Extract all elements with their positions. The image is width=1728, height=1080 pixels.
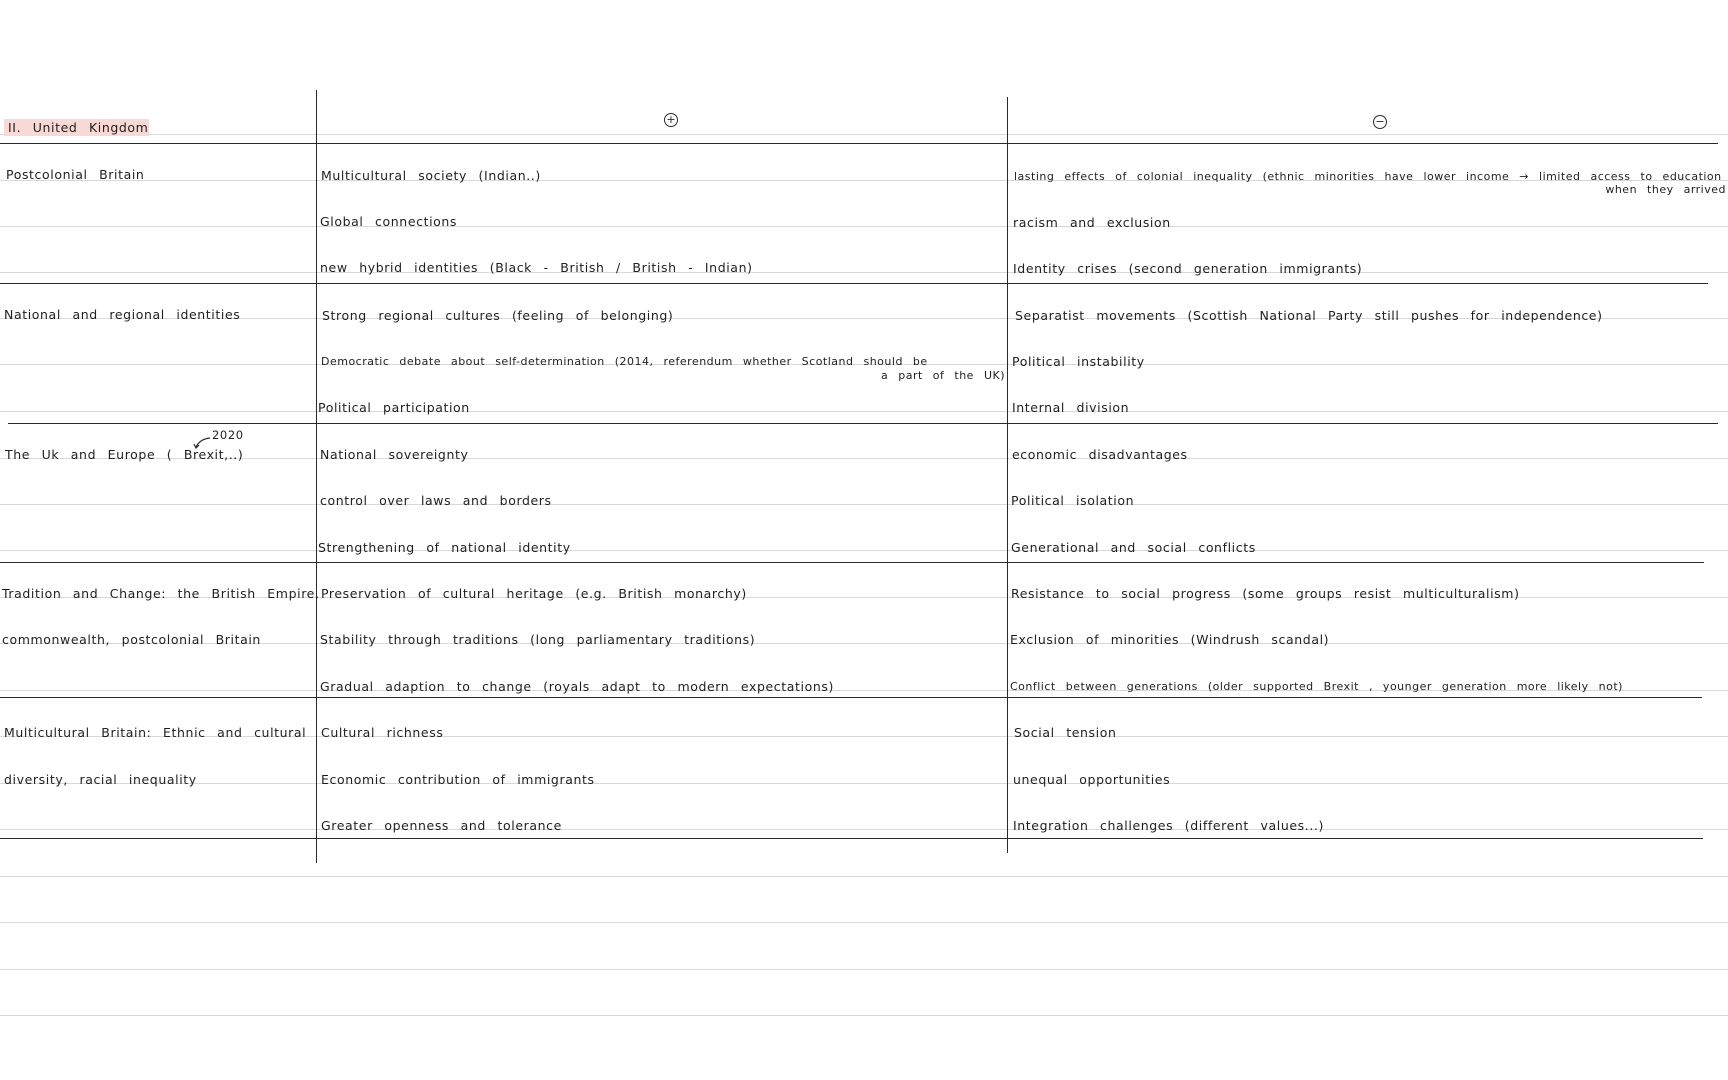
header-divider [0,143,1718,144]
pro-item: Preservation of cultural heritage (e.g. British monarchy) [321,586,747,601]
column-divider [1007,97,1008,853]
con-item: Political instability [1012,354,1145,369]
year-annotation: 2020 [212,428,244,442]
con-item: Conflict between generations (older supported Brexit , younger generation more likely not) [1010,680,1623,693]
ruled-line [0,411,1728,412]
con-item: Integration challenges (different values...) [1013,818,1324,833]
con-item: lasting effects of colonial inequality (ethnic minorities have lower income → limited access to education [1014,170,1722,183]
pro-item: Political participation [318,400,470,415]
con-item-continuation: when they arrived [1605,183,1726,196]
ruled-line [0,550,1728,551]
row-topic: The Uk and Europe ( Brexit,..) [5,447,244,462]
con-item: Identity crises (second generation immigrants) [1013,261,1363,276]
row-divider [0,562,1704,563]
row-topic: Multicultural Britain: Ethnic and cultural [4,725,307,740]
ruled-line [0,969,1728,970]
row-divider [8,423,1718,424]
pro-item: Gradual adaption to change (royals adapt to modern expectations) [320,679,834,694]
row-divider [0,838,1703,839]
ruled-line [0,1015,1728,1016]
ruled-line [0,876,1728,877]
pro-item: Multicultural society (Indian..) [321,168,541,183]
pro-item: Economic contribution of immigrants [321,772,595,787]
con-item: Separatist movements (Scottish National Party still pushes for independence) [1015,308,1603,323]
ruled-line [0,922,1728,923]
pro-item: Democratic debate about self-determination (2014, referendum whether Scotland should be [321,355,928,368]
con-item: economic disadvantages [1012,447,1188,462]
pro-item: control over laws and borders [320,493,552,508]
pro-item: National sovereignty [320,447,469,462]
row-topic-continuation: diversity, racial inequality [4,772,197,787]
pro-item-continuation: a part of the UK) [881,369,1005,382]
pro-item: Strengthening of national identity [318,540,571,555]
row-topic: National and regional identities [4,307,241,322]
ruled-line [0,272,1728,273]
con-item: unequal opportunities [1013,772,1171,787]
pro-item: new hybrid identities (Black - British / British - Indian) [320,260,753,275]
row-topic: Postcolonial Britain [6,167,145,182]
pro-item: Global connections [320,214,458,229]
plus-circle-icon: + [664,113,678,127]
ruled-line [0,504,1728,505]
con-item: Internal division [1012,400,1130,415]
row-topic: Tradition and Change: the British Empire, [2,586,320,601]
con-item: Political isolation [1011,493,1135,508]
pro-item: Greater openness and tolerance [321,818,562,833]
con-item: Resistance to social progress (some groups resist multiculturalism) [1011,586,1520,601]
row-divider [0,283,1708,284]
column-divider [316,90,317,863]
con-item: Exclusion of minorities (Windrush scandal) [1010,632,1330,647]
con-item: Generational and social conflicts [1011,540,1256,555]
pro-item: Stability through traditions (long parliamentary traditions) [320,632,756,647]
minus-circle-icon: − [1373,115,1387,129]
ruled-line [0,458,1728,459]
page-title: II. United Kingdom [8,120,149,135]
ruled-line [0,226,1728,227]
row-topic-continuation: commonwealth, postcolonial Britain [2,632,261,647]
ruled-line [0,829,1728,830]
pro-item: Cultural richness [321,725,444,740]
row-divider [0,697,1702,698]
con-item: racism and exclusion [1013,215,1171,230]
ruled-line [0,134,1728,135]
pro-item: Strong regional cultures (feeling of belonging) [322,308,674,323]
ruled-line [0,783,1728,784]
con-item: Social tension [1014,725,1117,740]
